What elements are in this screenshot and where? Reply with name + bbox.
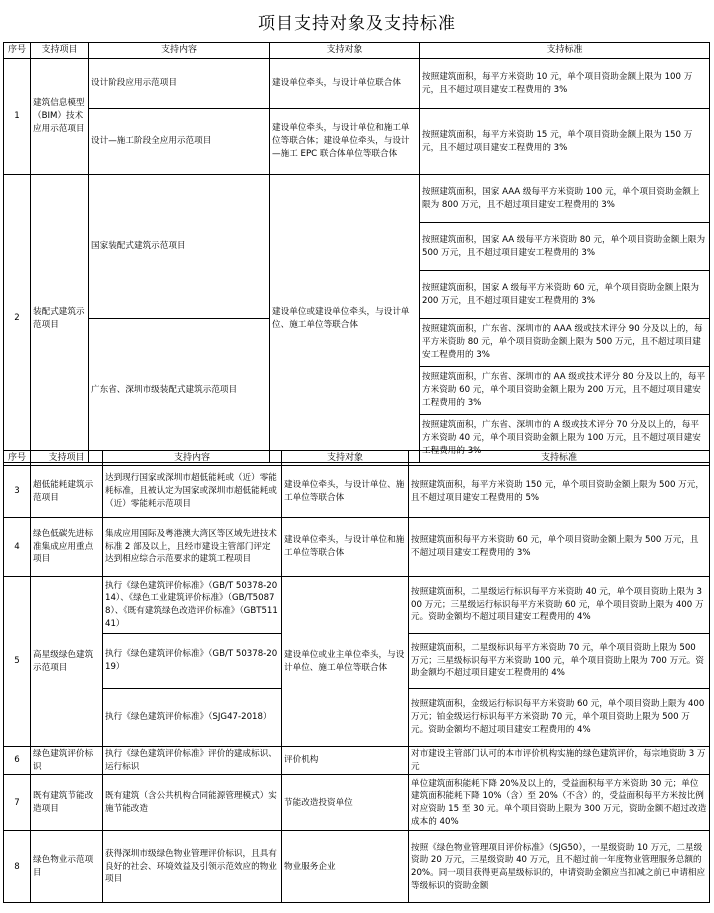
support-project: 建筑信息模型（BIM）技术应用示范项目 (31, 59, 89, 175)
support-content: 执行《绿色建筑评价标准》评价的建成标识、运行标识 (103, 747, 282, 775)
header-number: 序号 (4, 451, 31, 466)
support-content: 既有建筑（含公共机构合同能源管理模式）实施节能改造 (103, 775, 282, 831)
support-project: 高星级绿色建筑示范项目 (31, 577, 103, 747)
support-project: 装配式建筑示范项目 (31, 175, 89, 463)
support-object: 物业服务企业 (282, 831, 409, 903)
support-content: 设计阶段应用示范项目 (89, 59, 270, 109)
header-number: 序号 (4, 43, 31, 59)
document-title: 项目支持对象及支持标准 (258, 14, 456, 34)
row-number: 3 (4, 466, 31, 518)
header-object: 支持对象 (270, 43, 420, 59)
table-row (4, 466, 710, 518)
support-standard: 按照建筑面积，广东省、深圳市的 AAA 级或技术评分 90 分及以上的，每平方米资助 80 元，单个项目资助金额上限为 500 万元，且不超过项目建安工程费用的 3% (420, 319, 710, 367)
support-project: 绿色建筑评价标识 (31, 747, 103, 775)
table-row (4, 747, 710, 775)
support-standard: 按照建筑面积，二星级运行标识每平方米资助 40 元，单个项目资助上限为 300 万元；三星级运行标识每平方米资助 60 元，单个项目资助上限为 400 万元。资助金额均不超过项目建安工程费用的 4% (409, 577, 710, 634)
table-row (4, 109, 710, 175)
support-project: 既有建筑节能改造项目 (31, 775, 103, 831)
support-standard: 按照建筑面积，金级运行标识每平方米资助 60 元，单个项目资助上限为 400 万元；铂金级运行标识每平方米资助 70 元，单个项目资助上限为 500 万元。资助金额均不超过项目建安工程费用的 4% (409, 689, 710, 747)
support-content: 国家装配式建筑示范项目 (89, 175, 270, 319)
support-object: 建设单位牵头，与设计单位和施工单位等联合体；建设单位牵头，与设计—施工 EPC 联合体单位等联合体 (270, 109, 420, 175)
support-object: 节能改造投资单位 (282, 775, 409, 831)
table-row (4, 175, 710, 223)
support-standard: 按照建筑面积，广东省、深圳市的 AA 级或技术评分 80 分及以上的，每平方米资助 60 元，单个项目资助金额上限为 200 万元，且不超过项目建安工程费用的 3% (420, 367, 710, 415)
support-standard: 单位建筑面积能耗下降 20%及以上的，受益面积每平方米资助 30 元；单位建筑面积能耗下降 10%（含）至 20%（不含）的，受益面积每平方米按比例对应资助 15 至 30 元。单个项目资助上限为 300 万元，资助金额不超过改造成本的 40% (409, 775, 710, 831)
row-number: 5 (4, 577, 31, 747)
row-number: 4 (4, 518, 31, 577)
support-content: 设计—施工阶段全应用示范项目 (89, 109, 270, 175)
support-object: 建设单位牵头，与设计单位联合体 (270, 59, 420, 109)
support-content: 广东省、深圳市级装配式建筑示范项目 (89, 319, 270, 463)
support-table-part-1 (3, 42, 710, 463)
header-standard: 支持标准 (420, 43, 710, 59)
header-object: 支持对象 (282, 451, 409, 466)
support-standard: 按照建筑面积，每平方米资助 10 元，单个项目资助金额上限为 100 万元，且不超过项目建安工程费用的 3% (420, 59, 710, 109)
table-row (4, 831, 710, 903)
row-number: 7 (4, 775, 31, 831)
support-content: 达到现行国家或深圳市超低能耗或（近）零能耗标准，且被认定为国家或深圳市超低能耗或（近）零能耗示范项目 (103, 466, 282, 518)
header-project: 支持项目 (31, 451, 103, 466)
support-project: 绿色低碳先进标准集成应用重点项目 (31, 518, 103, 577)
support-standard: 按照建筑面积，国家 AA 级每平方米资助 80 元，单个项目资助金额上限为 500 万元，且不超过项目建安工程费用的 3% (420, 223, 710, 271)
support-project: 绿色物业示范项目 (31, 831, 103, 903)
support-object: 建设单位牵头，与设计单位和施工单位等联合体 (282, 518, 409, 577)
table-row (4, 775, 710, 831)
table-row (4, 518, 710, 577)
support-object: 评价机构 (282, 747, 409, 775)
support-content: 获得深圳市级绿色物业管理评价标识，且具有良好的社会、环境效益及引领示范效应的物业项目 (103, 831, 282, 903)
support-object: 建设单位牵头，与设计单位、施工单位等联合体 (282, 466, 409, 518)
header-content: 支持内容 (89, 43, 270, 59)
support-standard: 按照建筑面积，国家 A 级每平方米资助 60 元，单个项目资助金额上限为 200 万元，且不超过项目建安工程费用的 3% (420, 271, 710, 319)
row-number: 2 (4, 175, 31, 463)
support-project: 超低能耗建筑示范项目 (31, 466, 103, 518)
support-standard: 按照建筑面积每平方米资助 60 元，单个项目资助金额上限为 500 万元，且不超过项目建安工程费用的 3% (409, 518, 710, 577)
support-content: 执行《绿色建筑评价标准》（GB/T 50378-2019） (103, 634, 282, 689)
support-standard: 对市建设主管部门认可的本市评价机构实施的绿色建筑评价，每宗地资助 3 万元 (409, 747, 710, 775)
table-row (4, 59, 710, 109)
support-standard: 按照建筑面积，每平方米资助 150 元，单个项目资助金额上限为 500 万元，且不超过项目建安工程费用的 5% (409, 466, 710, 518)
support-content: 执行《绿色建筑评价标准》（SJG47-2018） (103, 689, 282, 747)
row-number: 8 (4, 831, 31, 903)
support-object: 建设单位或业主单位牵头，与设计单位、施工单位等联合体 (282, 577, 409, 747)
row-number: 1 (4, 59, 31, 175)
support-table-part-2 (3, 450, 710, 903)
support-object: 建设单位或建设单位牵头，与设计单位、施工单位等联合体 (270, 175, 420, 463)
support-standard: 按照建筑面积，广东省、深圳市的 A 级或技术评分 70 分及以上的，每平方米资助 40 元，单个项目资助金额上限为 100 万元，且不超过项目建安工程费用的 3% (420, 415, 710, 463)
support-standard: 按照建筑面积，二星级标识每平方米资助 70 元，单个项目资助上限为 500 万元；三星级标识每平方米资助 100 元，单个项目资助上限为 700 万元。资助金额均不超过项目建安工程费用的 4% (409, 634, 710, 689)
support-standard: 按照建筑面积，国家 AAA 级每平方米资助 100 元，单个项目资助金额上限为 800 万元，且不超过项目建安工程费用的 3% (420, 175, 710, 223)
support-standard: 按照《绿色物业管理项目评价标准》（SJG50），一星级资助 10 万元，二星级资助 20 万元，三星级资助 40 万元，且不超过前一年度物业管理服务总额的 20%。同一项目获得更高星级标识的，申请资助金额应当扣减之前已申请相应等级标识的资助金额 (409, 831, 710, 903)
table-row (4, 577, 710, 634)
support-content: 执行《绿色建筑评价标准》（GB/T 50378-2014）、《绿色工业建筑评价标准》（GB/T50878）、《既有建筑绿色改造评价标准》（GBT51141） (103, 577, 282, 634)
row-number: 6 (4, 747, 31, 775)
header-content: 支持内容 (103, 451, 282, 466)
header-standard: 支持标准 (409, 451, 710, 466)
support-standard: 按照建筑面积，每平方米资助 15 元，单个项目资助金额上限为 150 万元，且不超过项目建安工程费用的 3% (420, 109, 710, 175)
header-project: 支持项目 (31, 43, 89, 59)
support-content: 集成应用国际及粤港澳大湾区等区域先进技术标准 2 部及以上，且经市建设主管部门评定达到相应综合示范要求的建筑工程项目 (103, 518, 282, 577)
